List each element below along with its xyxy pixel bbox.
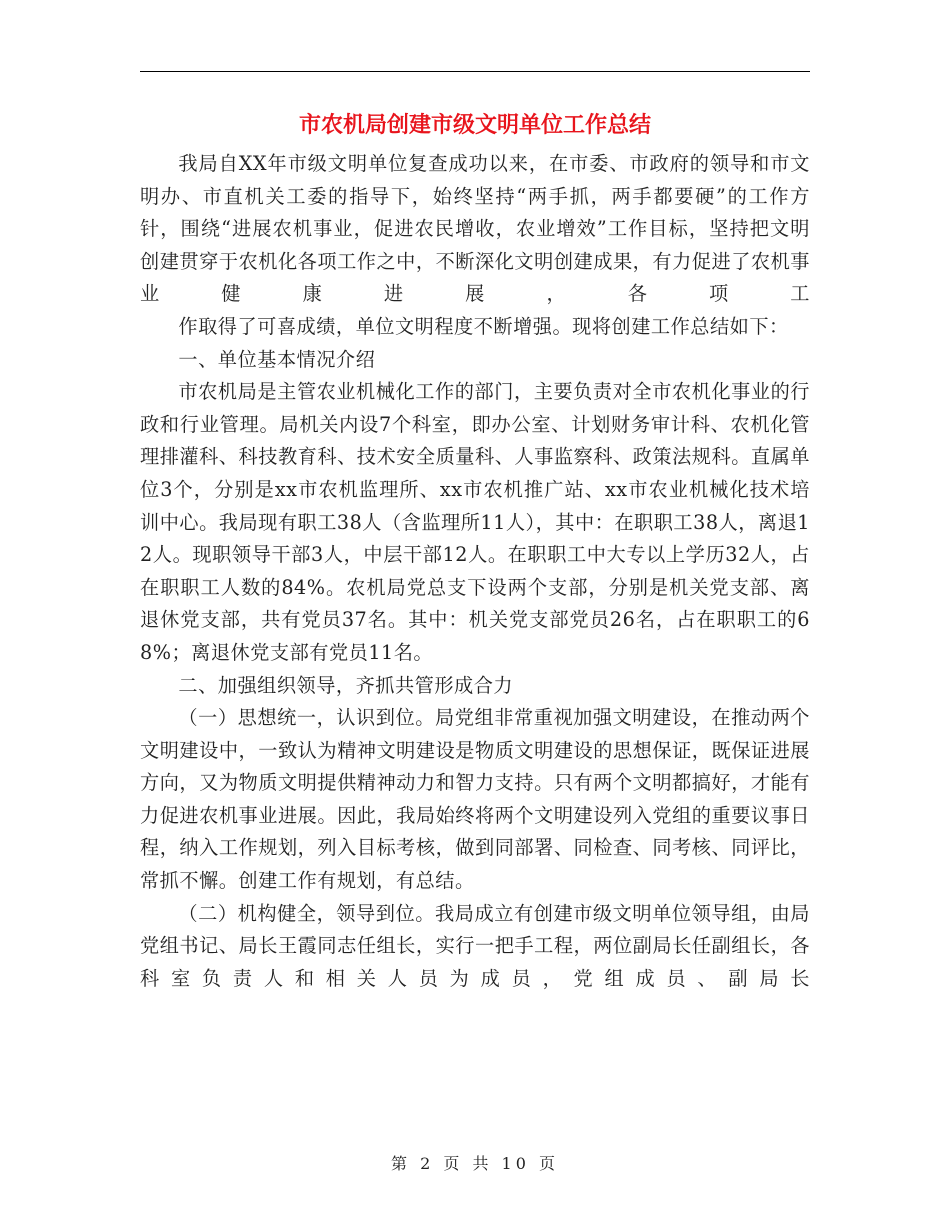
section-heading-1: 一、单位基本情况介绍 xyxy=(178,347,376,371)
document-body xyxy=(140,148,810,995)
paragraph-intro: 我局自XX年市级文明单位复查成功以来，在市委、市政府的领导和市文明办、市直机关工委的指导下，始终坚持“两手抓，两手都要硬”的工作方针，围绕“进展农机事业，促进农民增收，农业增效”工作目标，坚持把文明创建贯穿于农机化各项工作之中，不断深化文明创建成果，有力促进了农机事业健康进展，各项工 xyxy=(140,152,810,306)
paragraph-basic-info: 市农机局是主管农业机械化工作的部门，主要负责对全市农机化事业的行政和行业管理。局机关内设7个科室，即办公室、计划财务审计科、农机化管理排灌科、科技教育科、技术安全质量科、人事监察科、政策法规科。直属单位3个，分别是xx市农机监理所、xx市农机推广站、xx市农业机械化技术培训中心。我局现有职工38人（含监理所11人），其中：在职职工38人，离退12人。现职领导干部3人，中层干部12人。在职职工中大专以上学历32人，占在职职工人数的84%。农机局党总支下设两个支部，分别是机关党支部、离退休党支部，共有党员37名。其中：机关党支部党员26名，占在职职工的68%；离退休党支部有党员11名。 xyxy=(140,380,810,664)
paragraph-ideology: （一）思想统一，认识到位。局党组非常重视加强文明建设，在推动两个文明建设中，一致认为精神文明建设是物质文明建设的思想保证，既保证进展方向，又为物质文明提供精神动力和智力支持。只有两个文明都搞好，才能有力促进农机事业进展。因此，我局始终将两个文明建设列入党组的重要议事日程，纳入工作规划，列入目标考核，做到同部署、同检查、同考核、同评比，常抓不懈。创建工作有规划，有总结。 xyxy=(140,706,810,893)
header-rule xyxy=(140,71,810,72)
page-number: 第 2 页 共 10 页 xyxy=(391,1154,559,1173)
document-title: 市农机局创建市级文明单位工作总结 xyxy=(298,113,651,138)
paragraph-organization: （二）机构健全，领导到位。我局成立有创建市级文明单位领导组，由局党组书记、局长王霞同志任组长，实行一把手工程，两位副局长任副组长，各科室负责人和相关人员为成员，党组成员、副局长 xyxy=(140,901,810,990)
paragraph-intro-continued: 作取得了可喜成绩，单位文明程度不断增强。现将创建工作总结如下： xyxy=(178,314,789,338)
section-heading-2: 二、加强组织领导，齐抓共管形成合力 xyxy=(178,673,514,697)
